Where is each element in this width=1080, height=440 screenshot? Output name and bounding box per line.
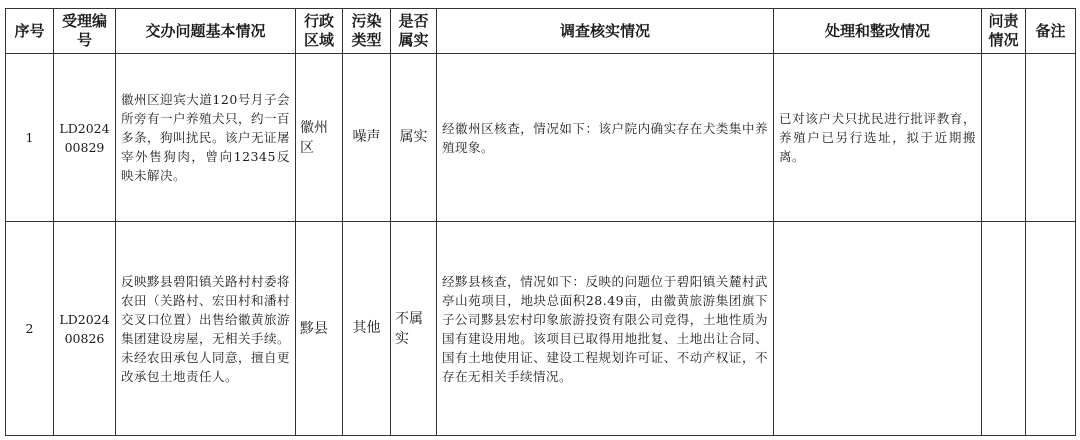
header-accountability: 问责情况 [982,9,1026,54]
table-wrapper [5,8,1075,436]
header-remark: 备注 [1026,9,1076,54]
cell-is-true: 不属实 [391,222,437,436]
header-code: 受理编号 [54,9,116,54]
table-row [6,54,1076,222]
cell-remark [1026,222,1076,436]
header-handling: 处理和整改情况 [774,9,982,54]
cell-region: 徽州区 [296,54,343,222]
header-seq: 序号 [6,9,54,54]
header-investigation: 调查核实情况 [437,9,774,54]
cell-code: LD202400826 [54,222,116,436]
cell-investigation: 经黟县核查，情况如下：反映的问题位于碧阳镇关麓村武亭山苑项目，地块总面积28.49亩，由徽黄旅游集团旗下子公司黟县宏村印象旅游投资有限公司竞得，土地性质为国有建设用地。该项目已取得用地批复、土地出让合同、国有土地使用证、建设工程规划许可证、不动产权证，不存在无相关手续情况。 [437,222,774,436]
cell-pollution: 其他 [343,222,391,436]
cell-handling [774,222,982,436]
header-region: 行政区域 [296,9,343,54]
cell-code: LD202400829 [54,54,116,222]
header-is-true: 是否属实 [391,9,437,54]
table-row [6,222,1076,436]
cell-is-true: 属实 [391,54,437,222]
cell-basic: 徽州区迎宾大道120号月子会所旁有一户养殖犬只，约一百多条，狗叫扰民。该户无证屠宰外售狗肉，曾向12345反映未解决。 [116,54,296,222]
cell-seq: 1 [6,54,54,222]
cell-handling: 已对该户犬只扰民进行批评教育，养殖户已另行选址，拟于近期搬离。 [774,54,982,222]
cell-seq: 2 [6,222,54,436]
cell-region: 黟县 [296,222,343,436]
cell-remark [1026,54,1076,222]
complaint-table [5,8,1076,436]
cell-investigation: 经徽州区核查，情况如下：该户院内确实存在犬类集中养殖现象。 [437,54,774,222]
cell-accountability [982,54,1026,222]
cell-accountability [982,222,1026,436]
cell-pollution: 噪声 [343,54,391,222]
cell-basic: 反映黟县碧阳镇关路村村委将农田（关路村、宏田村和潘村交叉口位置）出售给徽黄旅游集团建设房屋，无相关手续。未经农田承包人同意，擅自更改承包土地责任人。 [116,222,296,436]
header-row [6,9,1076,54]
header-pollution: 污染类型 [343,9,391,54]
header-basic: 交办问题基本情况 [116,9,296,54]
